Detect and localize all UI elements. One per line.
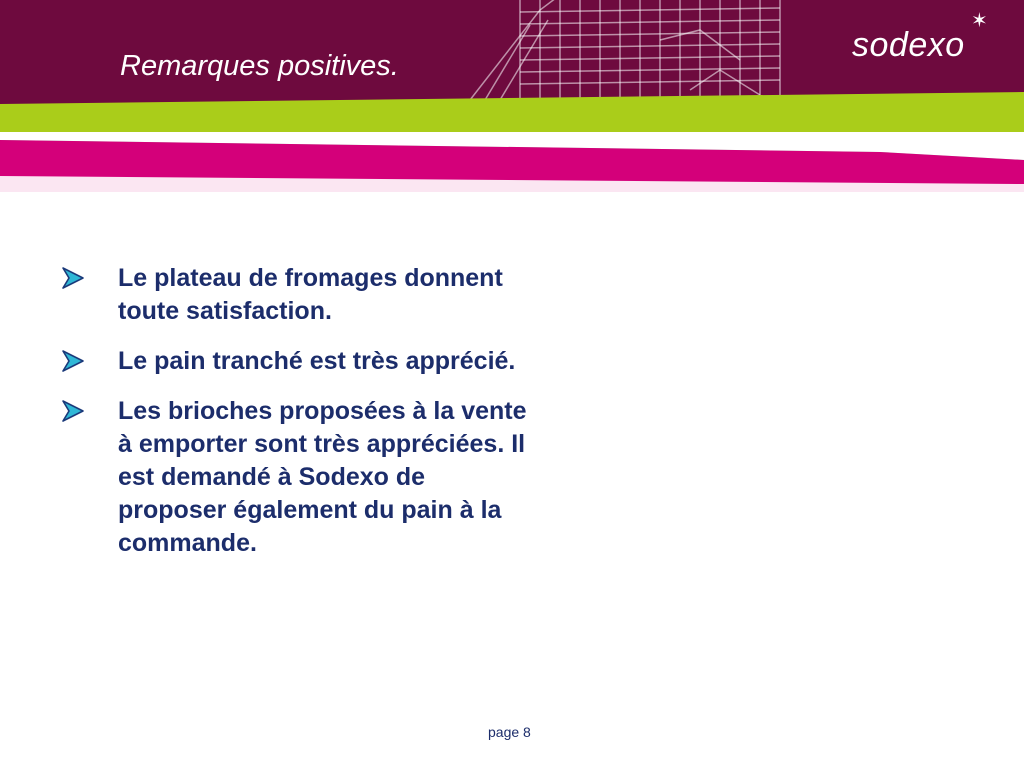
bullet-text: Le plateau de fromages donnent toute satisfaction. <box>118 264 503 325</box>
arrow-bullet-icon <box>60 265 86 291</box>
list-item <box>60 262 530 328</box>
arrow-bullet-icon <box>60 398 86 424</box>
page-number: page 8 <box>488 724 531 740</box>
star-icon: ✶ <box>971 8 988 32</box>
slide-title: Remarques positives. <box>120 50 399 82</box>
bullet-list <box>60 262 530 577</box>
slide-header <box>0 0 1024 192</box>
logo-wordmark: sodexo <box>852 26 965 64</box>
list-item <box>60 345 530 378</box>
arrow-bullet-icon <box>60 348 86 374</box>
list-item <box>60 395 530 560</box>
bullet-text: Les brioches proposées à la vente à emporter sont très appréciées. Il est demandé à Sodexo de proposer également du pain à la commande. <box>118 397 527 557</box>
bullet-text: Le pain tranché est très apprécié. <box>118 347 516 375</box>
sodexo-logo <box>852 8 1002 64</box>
